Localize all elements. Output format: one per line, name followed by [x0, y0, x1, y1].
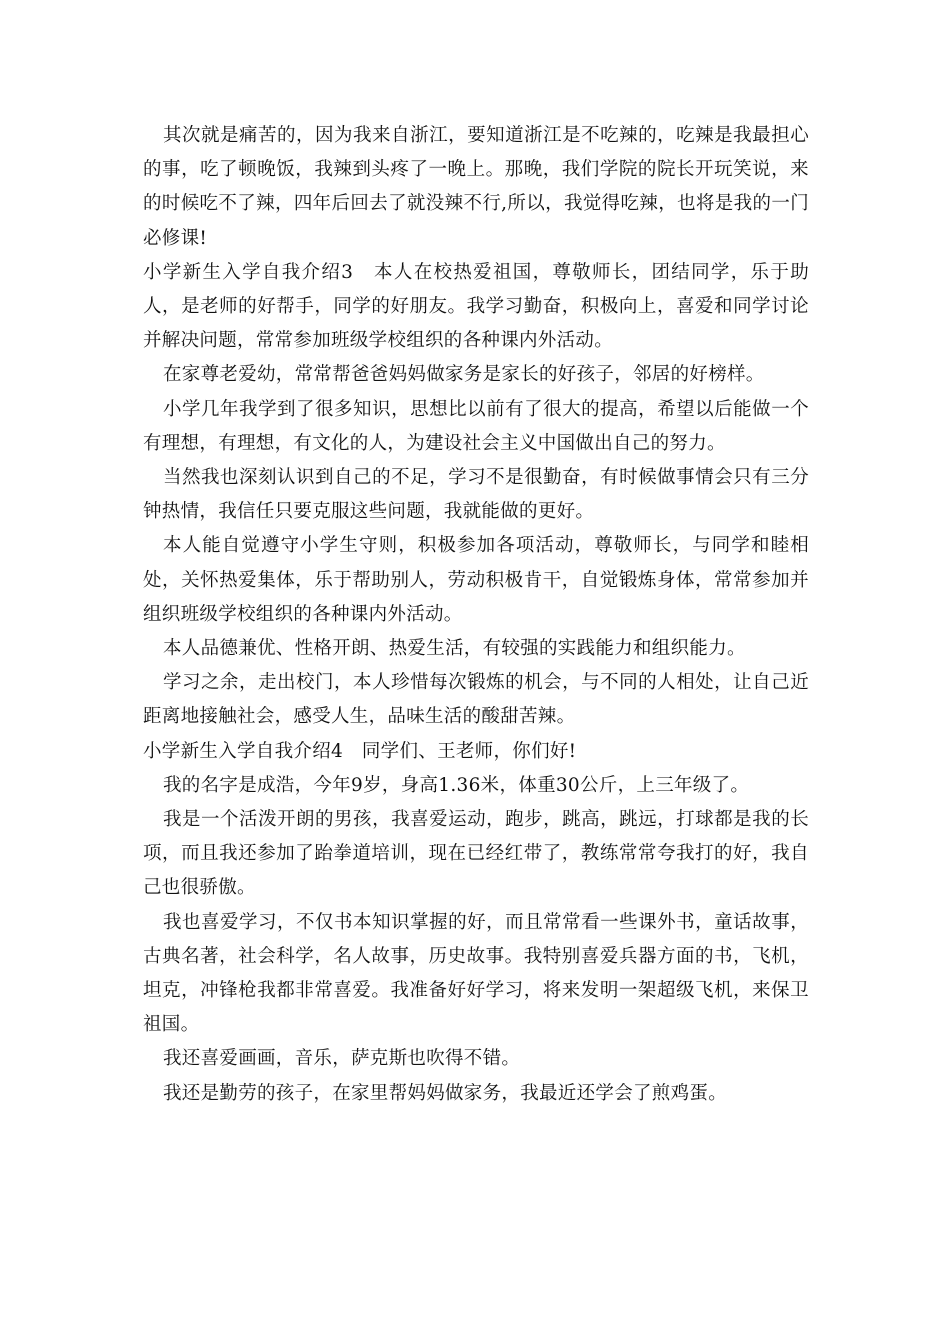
document-body — [143, 119, 809, 1111]
paragraph: 我还喜爱画画，音乐，萨克斯也吹得不错。 — [163, 1048, 521, 1070]
paragraph: 其次就是痛苦的，因为我来自浙江，要知道浙江是不吃辣的，吃辣是我最担心的事，吃了顿晚饭，我辣到头疼了一晚上。那晚，我们学院的院长开玩笑说，来的时候吃不了辣，四年后回去了就没辣不行,所以，我觉得吃辣，也将是我的一门必修课! — [143, 125, 809, 249]
section-heading-paragraph: 小学新生入学自我介绍4 同学们、王老师，你们好! — [143, 740, 577, 762]
paragraph: 我是一个活泼开朗的男孩，我喜爱运动，跑步，跳高，跳远，打球都是我的长项，而且我还参加了跆拳道培训，现在已经红带了，教练常常夸我打的好，我自己也很骄傲。 — [143, 809, 809, 899]
paragraph: 当然我也深刻认识到自己的不足，学习不是很勤奋，有时候做事情会只有三分钟热情，我信任只要克服这些问题，我就能做的更好。 — [143, 467, 809, 523]
paragraph: 我的名字是成浩，今年9岁，身高1.36米，体重30公斤，上三年级了。 — [163, 774, 750, 796]
paragraph: 本人能自觉遵守小学生守则，积极参加各项活动，尊敬师长，与同学和睦相处，关怀热爱集体，乐于帮助别人，劳动积极肯干，自觉锻炼身体，常常参加并组织班级学校组织的各种课内外活动。 — [143, 535, 809, 625]
paragraph: 小学几年我学到了很多知识，思想比以前有了很大的提高，希望以后能做一个有理想，有理想，有文化的人，为建设社会主义中国做出自己的努力。 — [143, 398, 809, 454]
paragraph: 我也喜爱学习，不仅书本知识掌握的好，而且常常看一些课外书，童话故事，古典名著，社会科学，名人故事，历史故事。我特别喜爱兵器方面的书，飞机，坦克，冲锋枪我都非常喜爱。我准备好好学习，将来发明一架超级飞机，来保卫祖国。 — [143, 911, 809, 1036]
section-heading-paragraph: 小学新生入学自我介绍3 本人在校热爱祖国，尊敬师长，团结同学，乐于助人，是老师的好帮手，同学的好朋友。我学习勤奋，积极向上，喜爱和同学讨论并解决问题，常常参加班级学校组织的各种课内外活动。 — [143, 261, 809, 352]
paragraph: 学习之余，走出校门，本人珍惜每次锻炼的机会，与不同的人相处，让自己近距离地接触社会，感受人生，品味生活的酸甜苦辣。 — [143, 672, 809, 728]
paragraph: 在家尊老爱幼，常常帮爸爸妈妈做家务是家长的好孩子，邻居的好榜样。 — [163, 364, 765, 386]
paragraph: 我还是勤劳的孩子，在家里帮妈妈做家务，我最近还学会了煎鸡蛋。 — [163, 1082, 728, 1104]
paragraph: 本人品德兼优、性格开朗、热爱生活，有较强的实践能力和组织能力。 — [163, 638, 746, 660]
